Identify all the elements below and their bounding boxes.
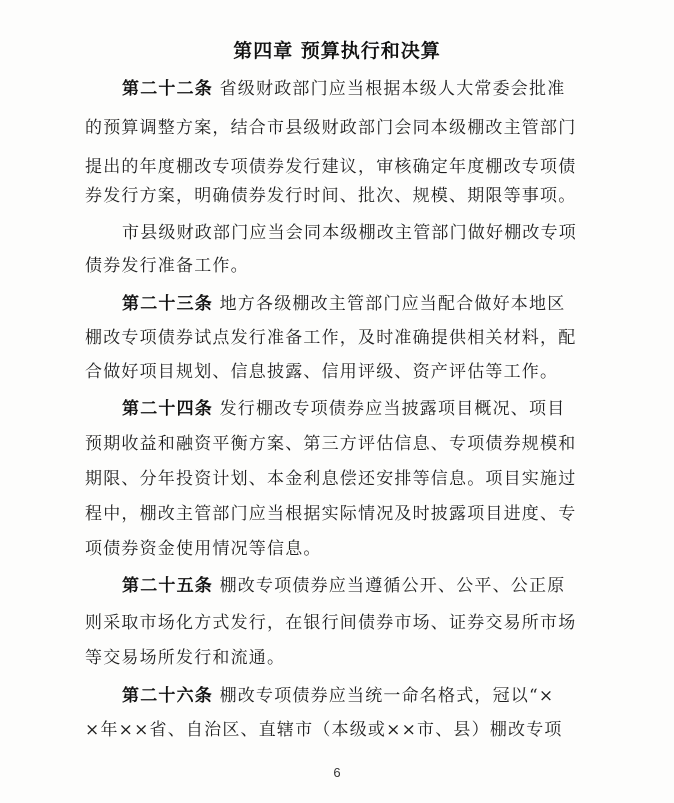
article-23-label: 第二十三条 bbox=[122, 294, 213, 314]
article-24-line-1 bbox=[122, 396, 605, 422]
article-25-label: 第二十五条 bbox=[122, 576, 213, 596]
chapter-title: 第四章 预算执行和决算 bbox=[233, 40, 441, 62]
article-22-label: 第二十二条 bbox=[122, 79, 213, 99]
article-23-line-2: 棚改专项债券试点发行准备工作，及时准确提供相关材料，配 bbox=[85, 328, 577, 348]
article-26-label: 第二十六条 bbox=[122, 686, 213, 706]
article-22-text-1: 省级财政部门应当根据本级人大常委会批准 bbox=[213, 79, 566, 99]
article-23-text-1: 地方各级棚改主管部门应当配合做好本地区 bbox=[213, 294, 566, 314]
article-22-line-4: 券发行方案，明确债券发行时间、批次、规模、期限等事项。 bbox=[85, 186, 577, 206]
article-24-line-4: 程中，棚改主管部门应当根据实际情况及时披露项目进度、专 bbox=[85, 504, 577, 524]
article-24-label: 第二十四条 bbox=[122, 399, 213, 419]
article-22-line-2: 的预算调整方案，结合市县级财政部门会同本级棚改主管部门 bbox=[85, 118, 577, 138]
article-26-text-1: 棚改专项债券应当统一命名格式，冠以“× bbox=[213, 686, 555, 706]
article-22-line-1 bbox=[122, 76, 605, 102]
article-22-line-3: 提出的年度棚改专项债券发行建议，审核确定年度棚改专项债 bbox=[85, 157, 577, 177]
article-24-line-3: 期限、分年投资计划、本金利息偿还安排等信息。项目实施过 bbox=[85, 469, 577, 489]
article-24-line-5: 项债券资金使用情况等信息。 bbox=[85, 539, 322, 559]
article-25-text-1: 棚改专项债券应当遵循公开、公平、公正原 bbox=[213, 576, 566, 596]
article-25-line-2: 则采取市场化方式发行，在银行间债券市场、证券交易所市场 bbox=[85, 613, 577, 633]
article-26-line-1 bbox=[122, 683, 605, 709]
article-24-line-2: 预期收益和融资平衡方案、第三方评估信息、专项债券规模和 bbox=[85, 434, 577, 454]
article-26-line-2: ×年××省、自治区、直辖市（本级或××市、县）棚改专项 bbox=[85, 720, 563, 740]
article-24-text-1: 发行棚改专项债券应当披露项目概况、项目 bbox=[213, 399, 566, 419]
article-23-line-1 bbox=[122, 291, 605, 317]
paragraph-county-line-1: 市县级财政部门应当会同本级棚改主管部门做好棚改专项 bbox=[122, 223, 577, 243]
paragraph-county-line-2: 债券发行准备工作。 bbox=[85, 256, 249, 276]
article-25-line-1 bbox=[122, 573, 605, 599]
article-25-line-3: 等交易场所发行和流通。 bbox=[85, 648, 286, 668]
article-23-line-3: 合做好项目规划、信息披露、信用评级、资产评估等工作。 bbox=[85, 362, 559, 382]
page-number: 6 bbox=[333, 765, 341, 780]
